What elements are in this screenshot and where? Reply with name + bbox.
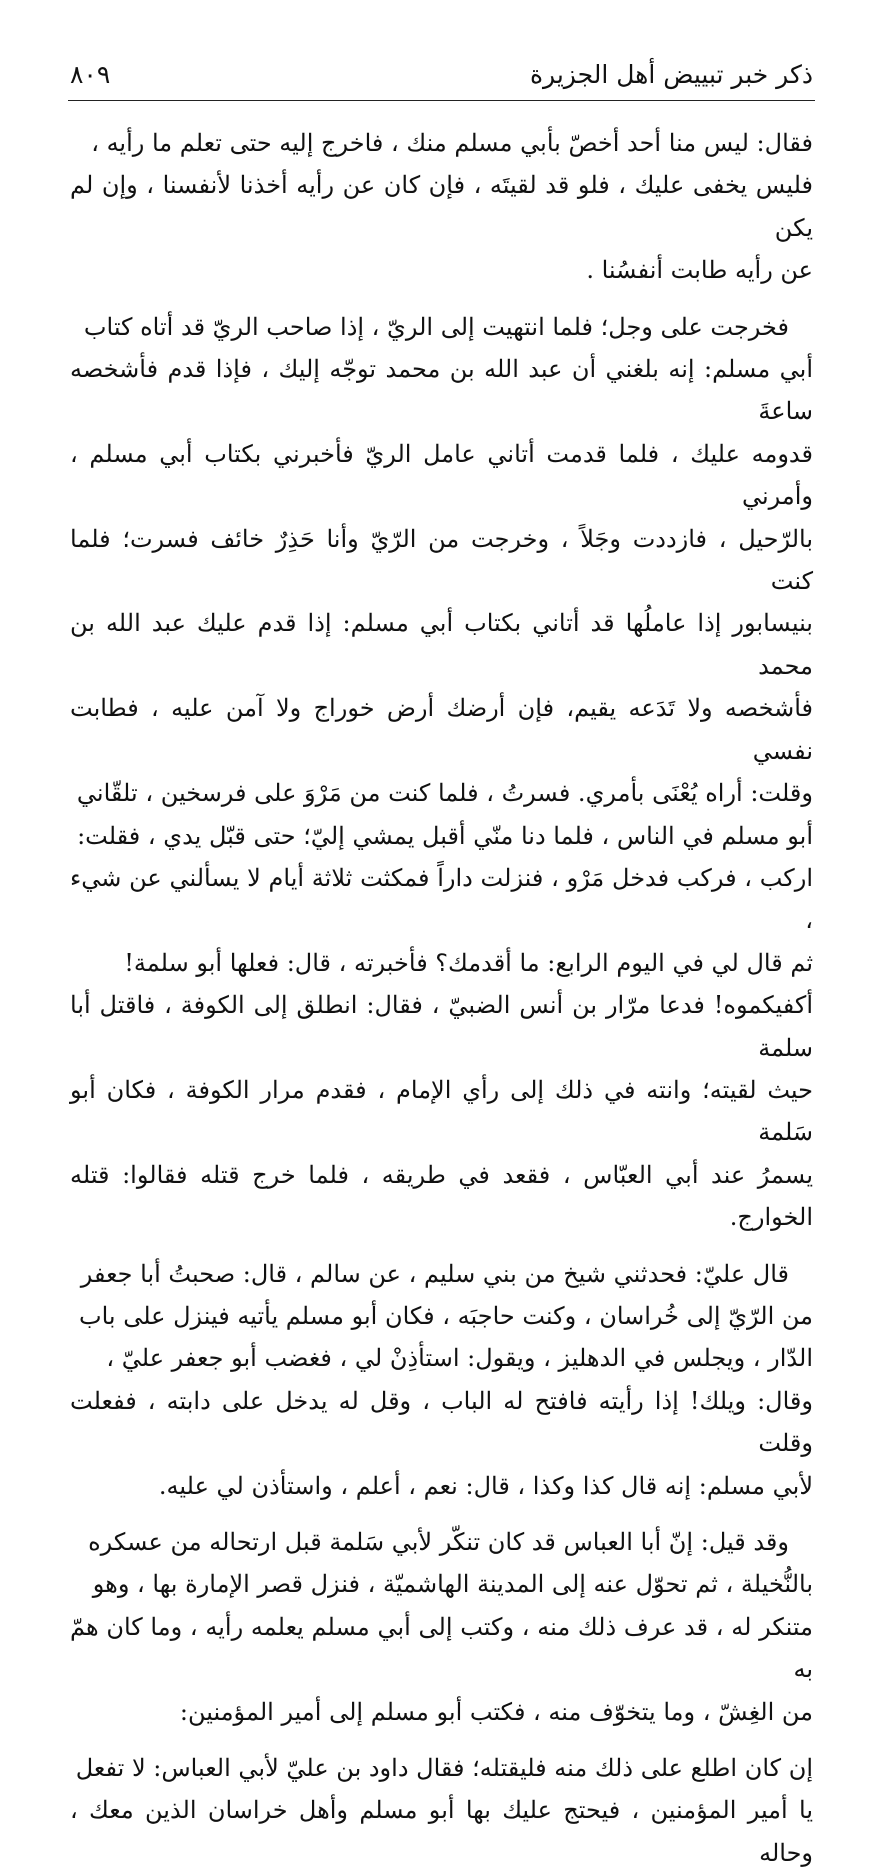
body-text xyxy=(70,122,813,1874)
text-line: ثم قال لي في اليوم الرابع: ما أقدمك؟ فأخبرته ، قال: فعلها أبو سلمة! xyxy=(124,948,813,977)
paragraph-2 xyxy=(70,306,813,1239)
text-line: فأشخصه ولا تَدَعه يقيم، فإن أرضك أرض خوراج ولا آمن عليه ، فطابت نفسي xyxy=(70,694,813,765)
text-line: لأبي مسلم: إنه قال كذا وكذا ، قال: نعم ، أعلم ، واستأذن لي عليه. xyxy=(158,1471,813,1500)
text-line: الدّار ، ويجلس في الدهليز ، ويقول: استأذِنْ لي ، فغضب أبو جعفر عليّ ، xyxy=(106,1344,813,1373)
text-line: وقال: ويلك! إذا رأيته فافتح له الباب ، وقل له يدخل على دابته ، ففعلت وقلت xyxy=(70,1386,813,1458)
text-line: اركب ، فركب فدخل مَرْو ، فنزلت داراً فمكثت ثلاثة أيام لا يسألني عن شيء ، xyxy=(70,863,813,935)
text-line: يسمرُ عند أبي العبّاس ، فقعد في طريقه ، فلما خرج قتله فقالوا: قتله الخوارج. xyxy=(70,1160,813,1232)
text-line: يا أمير المؤمنين ، فيحتج عليك بها أبو مسلم وأهل خراسان الذين معك ، وحاله xyxy=(70,1796,813,1867)
text-line: بالرّحيل ، فازددت وجَلاً ، وخرجت من الرّيّ وأنا حَذِرٌ خائف فسرت؛ فلما كنت xyxy=(70,524,813,596)
paragraph-4 xyxy=(70,1521,813,1733)
paragraph-5 xyxy=(70,1747,813,1874)
text-line: أبو مسلم في الناس ، فلما دنا منّي أقبل يمشي إليّ؛ حتى قبّل يدي ، فقلت: xyxy=(77,821,813,850)
text-line: متنكر له ، قد عرف ذلك منه ، وكتب إلى أبي مسلم يعلمه رأيه ، وما كان همّ به xyxy=(70,1612,813,1684)
text-line: بالنُّخيلة ، ثم تحوّل عنه إلى المدينة الهاشميّة ، فنزل قصر الإمارة بها ، وهو xyxy=(92,1570,813,1599)
text-line: حيث لقيته؛ وانته في ذلك إلى رأي الإمام ، فقدم مرار الكوفة ، فكان أبو سَلمة xyxy=(70,1075,813,1147)
text-line: من الغِشّ ، وما يتخوّف منه ، فكتب أبو مسلم إلى أمير المؤمنين: xyxy=(179,1697,813,1726)
text-line: أبي مسلم: إنه بلغني أن عبد الله بن محمد توجّه إليك ، فإذا قدم فأشخصه ساعةَ xyxy=(70,355,813,426)
text-line: فليس يخفى عليك ، فلو قد لقيتَه ، فإن كان عن رأيه أخذنا لأنفسنا ، وإن لم يكن xyxy=(70,171,813,242)
text-line: قدومه عليك ، فلما قدمت أتاني عامل الريّ فأخبرني بكتاب أبي مسلم ، وأمرني xyxy=(70,439,813,511)
text-line: من الرّيّ إلى خُراسان ، وكنت حاجبَه ، فكان أبو مسلم يأتيه فينزل على باب xyxy=(79,1301,813,1330)
text-line: فخرجت على وجل؛ فلما انتهيت إلى الريّ ، إذا صاحب الريّ قد أتاه كتاب xyxy=(83,312,789,341)
chapter-title: ذكر خبر تبييض أهل الجزيرة xyxy=(529,59,813,89)
page-number: ٨٠٩ xyxy=(70,59,111,89)
text-line: قال عليّ: فحدثني شيخ من بني سليم ، عن سالم ، قال: صحبتُ أبا جعفر xyxy=(80,1259,789,1288)
text-line: عن رأيه طابت أنفسُنا . xyxy=(586,256,813,285)
text-line: فقال: ليس منا أحد أخصّ بأبي مسلم منك ، فاخرج إليه حتى تعلم ما رأيه ، xyxy=(91,129,813,157)
running-header xyxy=(70,52,813,96)
paragraph-3 xyxy=(70,1253,813,1507)
header-rule xyxy=(68,100,815,101)
text-line: إن كان اطلع على ذلك منه فليقتله؛ فقال داود بن عليّ لأبي العباس: لا تفعل xyxy=(75,1754,813,1783)
text-line: وقد قيل: إنّ أبا العباس قد كان تنكّر لأبي سَلمة قبل ارتحاله من عسكره xyxy=(88,1528,789,1556)
text-line: أكفيكموه! فدعا مرّار بن أنس الضبيّ ، فقال: انطلق إلى الكوفة ، فاقتل أبا سلمة xyxy=(70,991,813,1062)
text-line: بنيسابور إذا عاملُها قد أتاني بكتاب أبي مسلم: إذا قدم عليك عبد الله بن محمد xyxy=(70,609,813,680)
paragraph-1 xyxy=(70,122,813,292)
text-line: وقلت: أراه يُعْنَى بأمري. فسرتُ ، فلما كنت من مَرْوَ على فرسخين ، تلقّاني xyxy=(76,779,813,808)
